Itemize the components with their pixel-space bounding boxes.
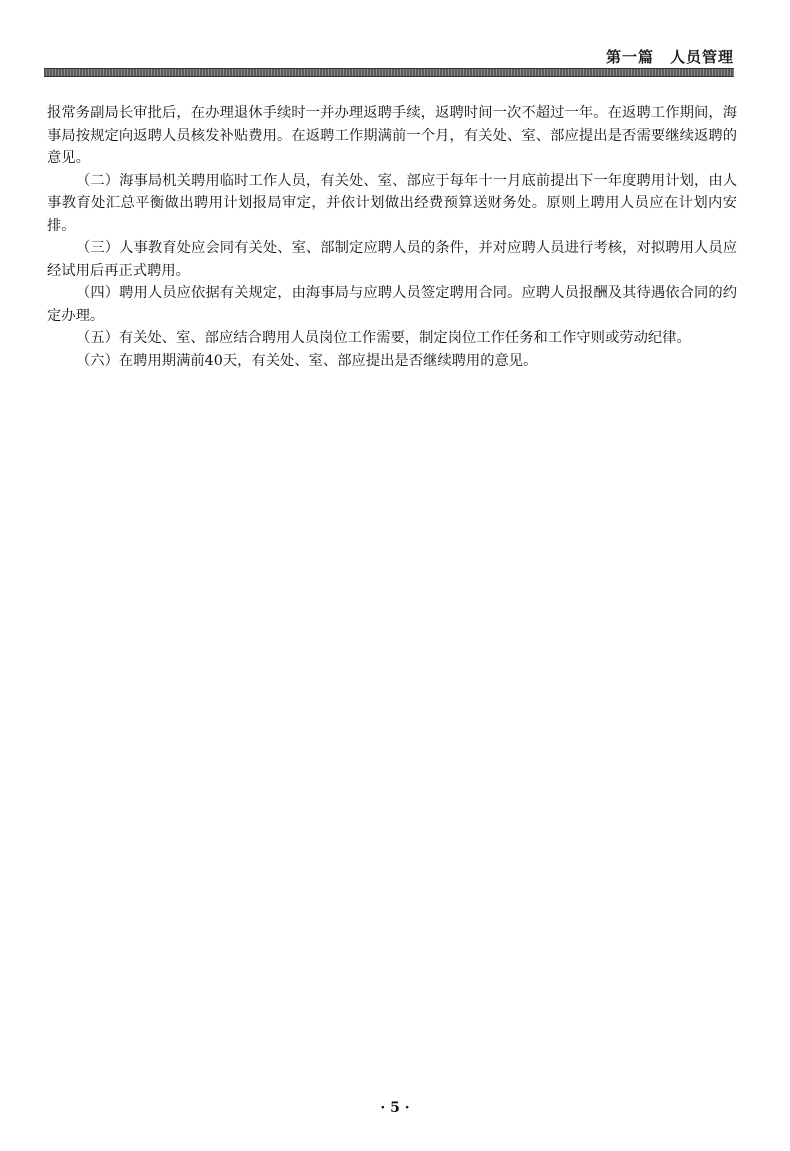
paragraph-item-4: （四）聘用人员应依据有关规定，由海事局与应聘人员签定聘用合同。应聘人员报酬及其待遇依合同的约定办理。 — [47, 285, 737, 324]
paragraph-item-5: （五）有关处、室、部应结合聘用人员岗位工作需要，制定岗位工作任务和工作守则或劳动纪律。 — [76, 330, 691, 346]
paragraph-continuation: 报常务副局长审批后，在办理退休手续时一并办理返聘手续，返聘时间一次不超过一年。在返聘工作期间，海事局按规定向返聘人员核发补贴费用。在返聘工作期满前一个月，有关处、室、部应提出是否需要继续返聘的意见。 — [47, 105, 737, 166]
chapter-title: 第一篇 人员管理 — [605, 48, 734, 66]
body-text — [47, 102, 737, 372]
page-number: · 5 · — [380, 1100, 410, 1116]
running-header — [44, 46, 734, 76]
header-rule — [44, 68, 734, 77]
paragraph-item-2: （二）海事局机关聘用临时工作人员，有关处、室、部应于每年十一月底前提出下一年度聘用计划，由人事教育处汇总平衡做出聘用计划报局审定，并依计划做出经费预算送财务处。原则上聘用人员应在计划内安排。 — [47, 172, 737, 234]
paragraph-item-3: （三）人事教育处应会同有关处、室、部制定应聘人员的条件，并对应聘人员进行考核，对拟聘用人员应经试用后再正式聘用。 — [47, 240, 737, 279]
paragraph-item-6: （六）在聘用期满前40天，有关处、室、部应提出是否继续聘用的意见。 — [76, 352, 538, 369]
